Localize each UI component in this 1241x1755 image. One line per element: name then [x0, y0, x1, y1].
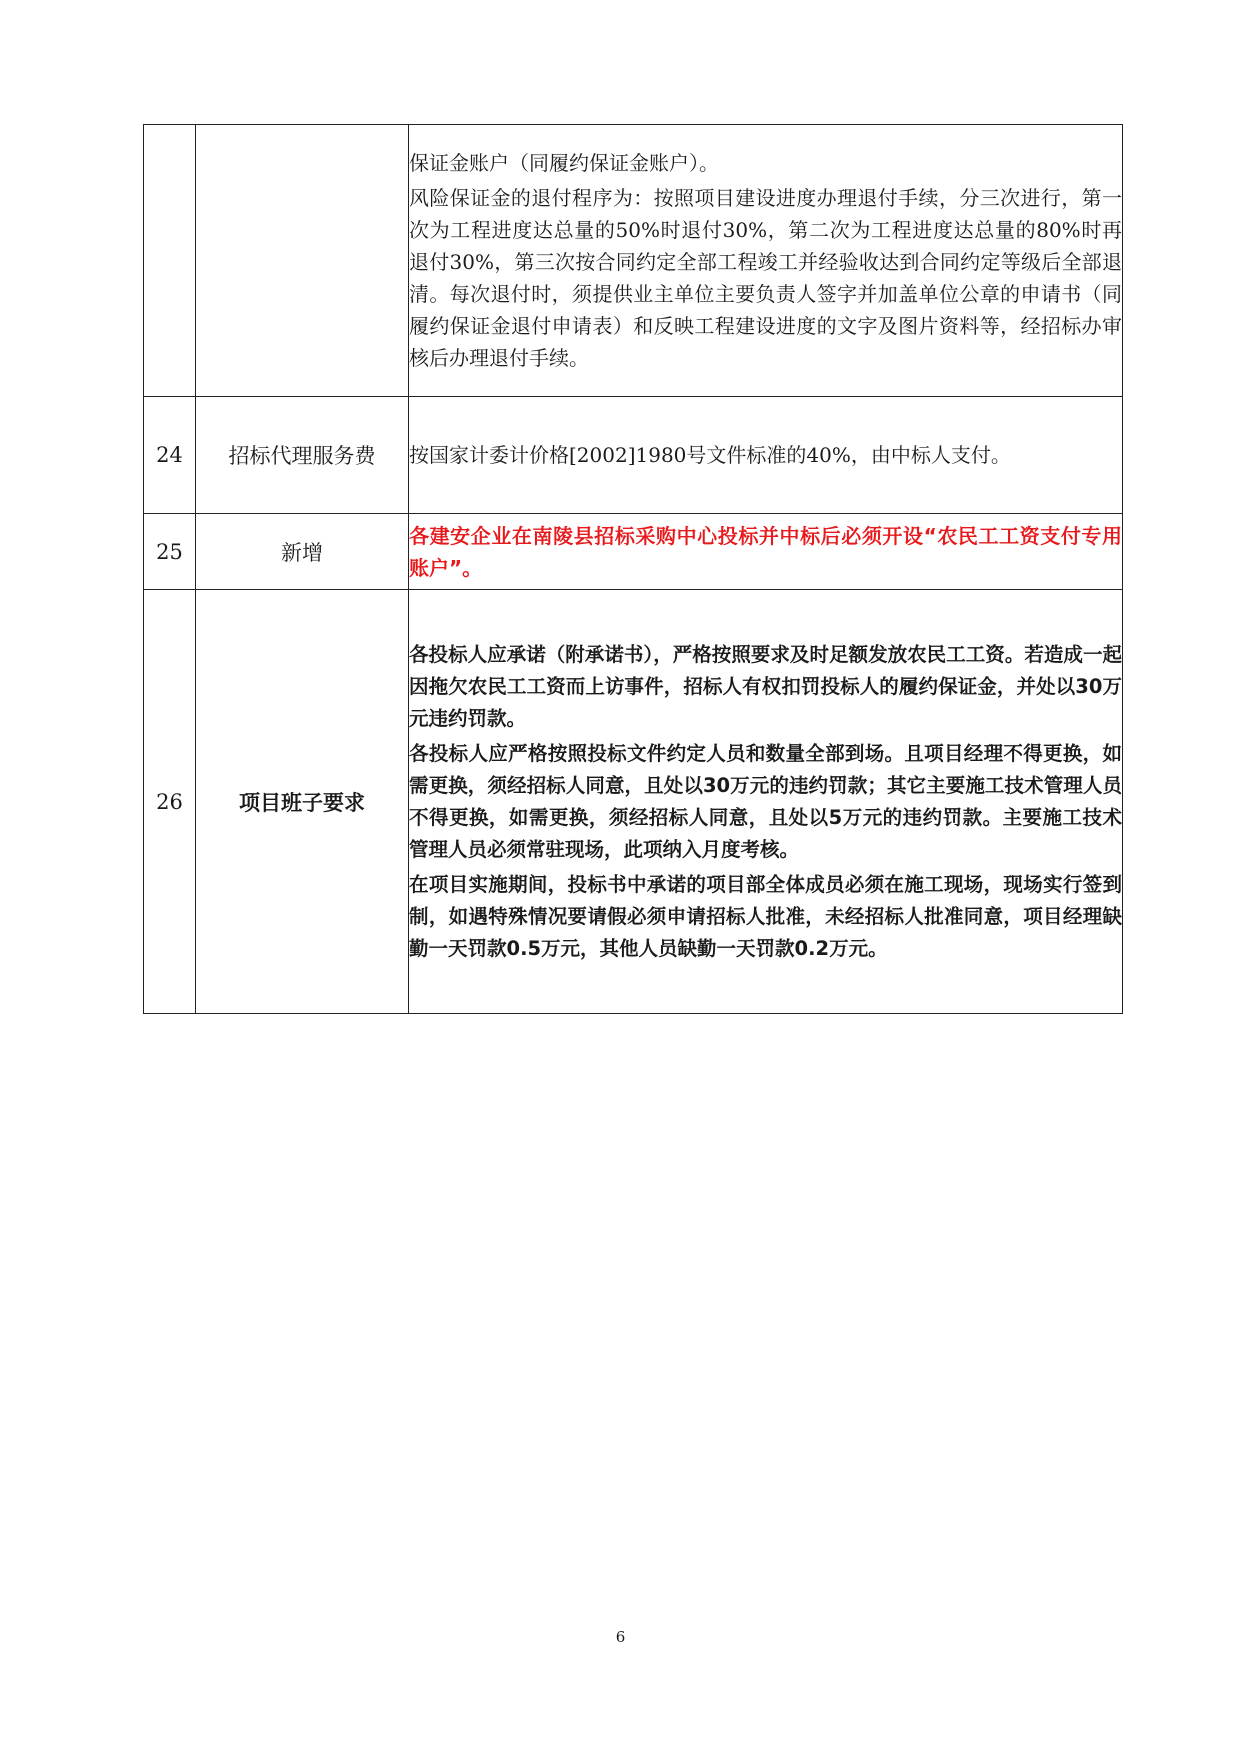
row-item: 招标代理服务费	[196, 397, 409, 514]
content-paragraph: 保证金账户（同履约保证金账户）。	[409, 151, 719, 175]
row-item: 新增	[196, 514, 409, 590]
content-paragraph: 各投标人应承诺（附承诺书），严格按照要求及时足额发放农民工工资。若造成一起因拖欠农民工工资而上访事件，招标人有权扣罚投标人的履约保证金，并处以30万元违约罚款。	[409, 642, 1122, 730]
row-item: 项目班子要求	[196, 590, 409, 1014]
requirements-table	[143, 124, 1123, 1014]
content-paragraph: 风险保证金的退付程序为：按照项目建设进度办理退付手续，分三次进行，第一次为工程进度达总量的50%时退付30%，第二次为工程进度达总量的80%时再退付30%，第三次按合同约定全部工程竣工并经验收达到合同约定等级后全部退清。每次退付时，须提供业主单位主要负责人签字并加盖单位公章的申请书（同履约保证金退付申请表）和反映工程建设进度的文字及图片资料等，经招标办审核后办理退付手续。	[409, 186, 1122, 370]
row-content	[409, 397, 1123, 514]
row-content	[409, 514, 1123, 590]
content-paragraph: 在项目实施期间，投标书中承诺的项目部全体成员必须在施工现场，现场实行签到制，如遇特殊情况要请假必须申请招标人批准，未经招标人批准同意，项目经理缺勤一天罚款0.5万元，其他人员缺勤一天罚款0.2万元。	[409, 872, 1122, 960]
row-content	[409, 590, 1123, 1014]
row-number: 25	[144, 514, 196, 590]
page-number: 6	[615, 1628, 626, 1646]
content-paragraph: 按国家计委计价格[2002]1980号文件标准的40%，由中标人支付。	[409, 443, 1011, 467]
row-item	[196, 125, 409, 397]
content-paragraph: 各投标人应严格按照投标文件约定人员和数量全部到场。且项目经理不得更换，如需更换，须经招标人同意，且处以30万元的违约罚款；其它主要施工技术管理人员不得更换，如需更换，须经招标人同意，且处以5万元的违约罚款。主要施工技术管理人员必须常驻现场，此项纳入月度考核。	[409, 741, 1122, 861]
row-number	[144, 125, 196, 397]
row-number: 24	[144, 397, 196, 514]
table-row	[144, 590, 1123, 1014]
row-content	[409, 125, 1123, 397]
table-row	[144, 514, 1123, 590]
row-number: 26	[144, 590, 196, 1014]
table-row	[144, 125, 1123, 397]
table-row	[144, 397, 1123, 514]
highlight-paragraph: 各建安企业在南陵县招标采购中心投标并中标后必须开设“农民工工资支付专用账户”。	[409, 523, 1122, 580]
